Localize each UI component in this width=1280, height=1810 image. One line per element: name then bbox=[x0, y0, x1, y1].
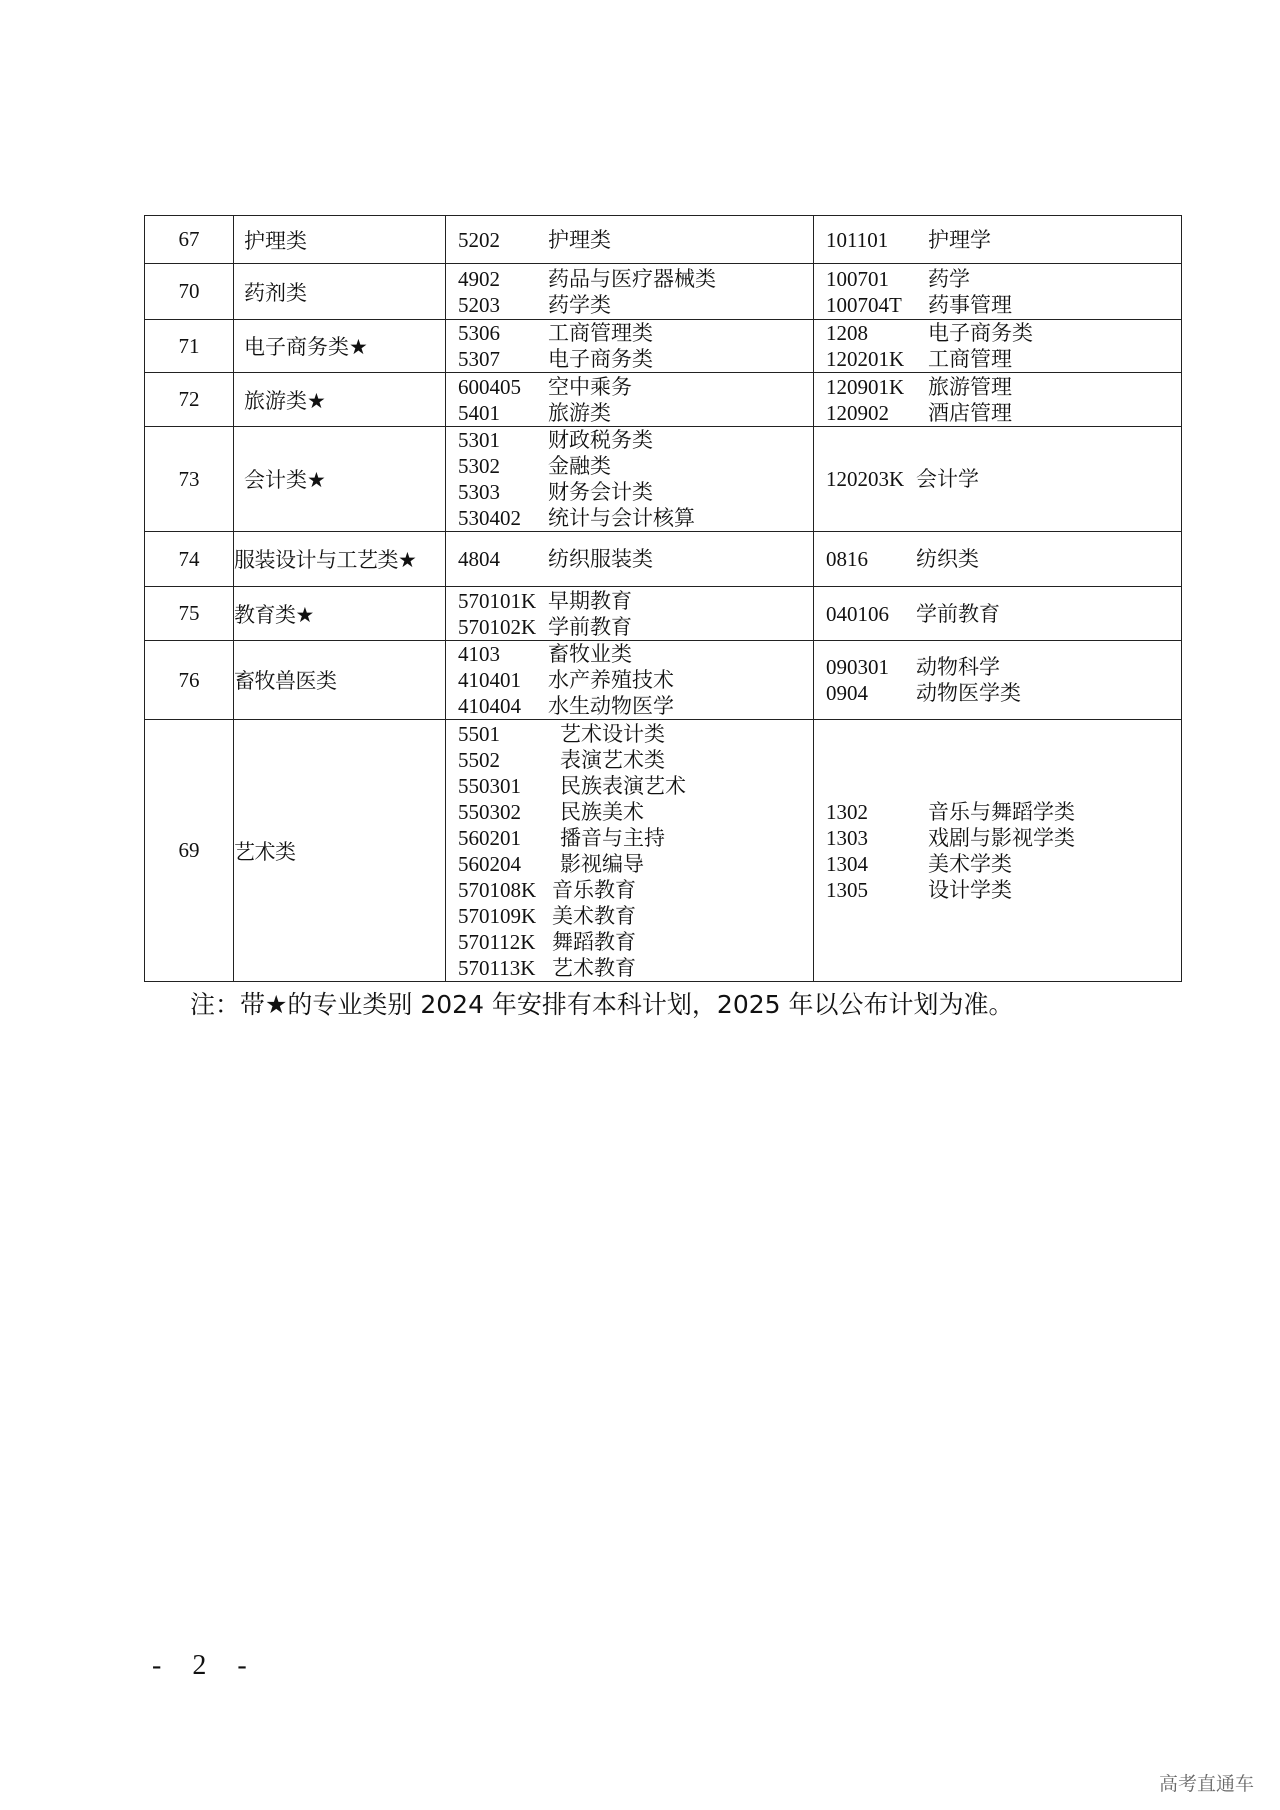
category-number: 67 bbox=[145, 216, 234, 264]
major-name: 护理学 bbox=[928, 227, 991, 252]
undergraduate-majors bbox=[814, 532, 1182, 587]
list-item bbox=[458, 903, 813, 929]
list-item bbox=[458, 505, 813, 531]
table-row bbox=[145, 720, 1182, 982]
category-number: 71 bbox=[145, 320, 234, 373]
list-item bbox=[458, 667, 813, 693]
vocational-majors bbox=[446, 532, 814, 587]
list-item bbox=[458, 479, 813, 505]
major-name: 学前教育 bbox=[548, 614, 632, 639]
list-item bbox=[458, 227, 813, 253]
category-number: 73 bbox=[145, 427, 234, 532]
vocational-majors bbox=[446, 641, 814, 720]
major-name: 旅游管理 bbox=[928, 374, 1012, 399]
list-item bbox=[826, 466, 1181, 492]
category-number: 70 bbox=[145, 264, 234, 320]
list-item bbox=[458, 614, 813, 640]
category-name: 教育类★ bbox=[234, 587, 446, 641]
list-item bbox=[458, 374, 813, 400]
major-code: 4103 bbox=[458, 642, 500, 666]
major-code: 5203 bbox=[458, 292, 500, 317]
major-name: 动物科学 bbox=[916, 655, 1000, 679]
vocational-majors bbox=[446, 320, 814, 373]
list-item bbox=[826, 374, 1181, 400]
major-name: 艺术设计类 bbox=[560, 721, 665, 746]
major-code: 4804 bbox=[458, 547, 500, 571]
category-number: 74 bbox=[145, 532, 234, 587]
major-name: 统计与会计核算 bbox=[548, 506, 695, 530]
major-code: 570112K bbox=[458, 929, 536, 954]
major-name: 电子商务类 bbox=[548, 347, 653, 371]
table-footnote: 注：带★的专业类别 2024 年安排有本科计划，2025 年以公布计划为准。 bbox=[190, 990, 1014, 1019]
major-name: 影视编导 bbox=[560, 851, 644, 876]
table-row bbox=[145, 427, 1182, 532]
table-row bbox=[145, 264, 1182, 320]
major-name: 播音与主持 bbox=[560, 825, 665, 850]
major-code: 120201K bbox=[826, 347, 905, 371]
list-item bbox=[458, 693, 813, 719]
list-item bbox=[458, 721, 813, 747]
major-code: 0816 bbox=[826, 547, 868, 571]
major-code: 040106 bbox=[826, 601, 889, 626]
major-name: 民族表演艺术 bbox=[560, 773, 686, 798]
major-code: 5501 bbox=[458, 721, 500, 746]
major-code: 5306 bbox=[458, 321, 500, 345]
page-number: - 2 - bbox=[152, 1650, 259, 1681]
table-row bbox=[145, 587, 1182, 641]
major-name: 艺术教育 bbox=[552, 955, 636, 980]
major-code: 090301 bbox=[826, 655, 889, 679]
major-name: 水生动物医学 bbox=[548, 694, 674, 718]
list-item bbox=[458, 588, 813, 614]
major-name: 美术学类 bbox=[928, 851, 1012, 876]
major-name: 设计学类 bbox=[928, 877, 1012, 902]
major-code: 570109K bbox=[458, 903, 537, 928]
major-code: 5307 bbox=[458, 347, 500, 371]
major-code: 4902 bbox=[458, 266, 500, 291]
major-code: 560201 bbox=[458, 825, 521, 850]
list-item bbox=[458, 427, 813, 453]
table-row bbox=[145, 641, 1182, 720]
major-name: 学前教育 bbox=[916, 601, 1000, 626]
major-code: 570102K bbox=[458, 614, 537, 639]
major-name: 药事管理 bbox=[928, 292, 1012, 317]
list-item bbox=[826, 546, 1181, 572]
undergraduate-majors bbox=[814, 264, 1182, 320]
major-name: 财务会计类 bbox=[548, 480, 653, 504]
list-item bbox=[826, 680, 1181, 706]
major-name: 电子商务类 bbox=[928, 321, 1033, 345]
major-code: 5502 bbox=[458, 747, 500, 772]
category-name: 旅游类★ bbox=[234, 373, 446, 427]
list-item bbox=[458, 825, 813, 851]
undergraduate-majors bbox=[814, 587, 1182, 641]
list-item bbox=[458, 320, 813, 346]
major-code: 120203K bbox=[826, 467, 905, 491]
list-item bbox=[826, 266, 1181, 292]
list-item bbox=[458, 400, 813, 426]
vocational-majors bbox=[446, 373, 814, 427]
vocational-majors bbox=[446, 216, 814, 264]
major-name: 空中乘务 bbox=[548, 374, 632, 399]
major-name: 戏剧与影视学类 bbox=[928, 825, 1075, 850]
list-item bbox=[826, 400, 1181, 426]
major-code: 570108K bbox=[458, 877, 537, 902]
major-name: 酒店管理 bbox=[928, 400, 1012, 425]
undergraduate-majors bbox=[814, 320, 1182, 373]
major-code: 600405 bbox=[458, 374, 521, 399]
major-name: 会计学 bbox=[916, 467, 979, 491]
major-code: 100704T bbox=[826, 292, 902, 317]
major-name: 工商管理类 bbox=[548, 321, 653, 345]
major-code: 1302 bbox=[826, 799, 868, 824]
major-name: 药品与医疗器械类 bbox=[548, 266, 716, 291]
major-code: 100701 bbox=[826, 266, 889, 291]
table-row bbox=[145, 532, 1182, 587]
major-name: 美术教育 bbox=[552, 903, 636, 928]
category-name: 药剂类 bbox=[234, 264, 446, 320]
category-name: 艺术类 bbox=[234, 720, 446, 982]
major-name: 工商管理 bbox=[928, 347, 1012, 371]
list-item bbox=[458, 641, 813, 667]
major-name: 旅游类 bbox=[548, 400, 611, 425]
list-item bbox=[826, 825, 1181, 851]
category-name: 畜牧兽医类 bbox=[234, 641, 446, 720]
major-code: 5301 bbox=[458, 428, 500, 452]
major-code: 0904 bbox=[826, 681, 868, 705]
list-item bbox=[826, 799, 1181, 825]
major-name: 早期教育 bbox=[548, 588, 632, 613]
major-name: 财政税务类 bbox=[548, 428, 653, 452]
list-item bbox=[458, 266, 813, 292]
major-name: 纺织类 bbox=[916, 547, 979, 571]
major-code: 550301 bbox=[458, 773, 521, 798]
major-code: 1304 bbox=[826, 851, 868, 876]
major-name: 动物医学类 bbox=[916, 681, 1021, 705]
major-code: 550302 bbox=[458, 799, 521, 824]
category-name: 电子商务类★ bbox=[234, 320, 446, 373]
major-code: 5303 bbox=[458, 480, 500, 504]
major-name: 表演艺术类 bbox=[560, 747, 665, 772]
category-number: 72 bbox=[145, 373, 234, 427]
watermark: 高考直通车 bbox=[1158, 1773, 1254, 1795]
list-item bbox=[458, 346, 813, 372]
major-code: 1303 bbox=[826, 825, 868, 850]
category-name: 会计类★ bbox=[234, 427, 446, 532]
undergraduate-majors bbox=[814, 373, 1182, 427]
category-name: 护理类 bbox=[234, 216, 446, 264]
major-name: 药学类 bbox=[548, 292, 611, 317]
major-code: 570113K bbox=[458, 955, 536, 980]
major-code: 1208 bbox=[826, 321, 868, 345]
major-code: 410401 bbox=[458, 668, 521, 692]
major-code: 5401 bbox=[458, 400, 500, 425]
list-item bbox=[826, 851, 1181, 877]
category-number: 69 bbox=[145, 720, 234, 982]
major-code: 5302 bbox=[458, 454, 500, 478]
major-code: 5202 bbox=[458, 227, 500, 252]
major-code: 560204 bbox=[458, 851, 521, 876]
major-name: 药学 bbox=[928, 266, 970, 291]
list-item bbox=[826, 346, 1181, 372]
list-item bbox=[458, 292, 813, 318]
list-item bbox=[826, 601, 1181, 627]
major-name: 金融类 bbox=[548, 454, 611, 478]
undergraduate-majors bbox=[814, 641, 1182, 720]
vocational-majors bbox=[446, 720, 814, 982]
majors-table bbox=[144, 215, 1182, 982]
major-code: 1305 bbox=[826, 877, 868, 902]
table-row bbox=[145, 320, 1182, 373]
major-code: 570101K bbox=[458, 588, 537, 613]
major-name: 水产养殖技术 bbox=[548, 668, 674, 692]
undergraduate-majors bbox=[814, 216, 1182, 264]
list-item bbox=[458, 453, 813, 479]
list-item bbox=[458, 929, 813, 955]
list-item bbox=[826, 320, 1181, 346]
list-item bbox=[826, 227, 1181, 253]
vocational-majors bbox=[446, 264, 814, 320]
list-item bbox=[458, 799, 813, 825]
major-code: 530402 bbox=[458, 506, 521, 530]
undergraduate-majors bbox=[814, 427, 1182, 532]
major-name: 音乐与舞蹈学类 bbox=[928, 799, 1075, 824]
major-name: 音乐教育 bbox=[552, 877, 636, 902]
category-number: 75 bbox=[145, 587, 234, 641]
major-name: 舞蹈教育 bbox=[552, 929, 636, 954]
list-item bbox=[458, 851, 813, 877]
undergraduate-majors bbox=[814, 720, 1182, 982]
vocational-majors bbox=[446, 587, 814, 641]
list-item bbox=[458, 747, 813, 773]
list-item bbox=[458, 546, 813, 572]
major-code: 120901K bbox=[826, 374, 905, 399]
list-item bbox=[458, 955, 813, 981]
list-item bbox=[458, 773, 813, 799]
major-code: 120902 bbox=[826, 400, 889, 425]
list-item bbox=[826, 654, 1181, 680]
list-item bbox=[458, 877, 813, 903]
category-name: 服装设计与工艺类★ bbox=[234, 532, 446, 587]
table-row bbox=[145, 216, 1182, 264]
major-code: 410404 bbox=[458, 694, 521, 718]
list-item bbox=[826, 877, 1181, 903]
category-number: 76 bbox=[145, 641, 234, 720]
list-item bbox=[826, 292, 1181, 318]
major-name: 畜牧业类 bbox=[548, 642, 632, 666]
major-name: 纺织服装类 bbox=[548, 547, 653, 571]
major-name: 护理类 bbox=[548, 227, 611, 252]
major-name: 民族美术 bbox=[560, 799, 644, 824]
major-code: 101101 bbox=[826, 227, 889, 252]
table-row bbox=[145, 373, 1182, 427]
vocational-majors bbox=[446, 427, 814, 532]
